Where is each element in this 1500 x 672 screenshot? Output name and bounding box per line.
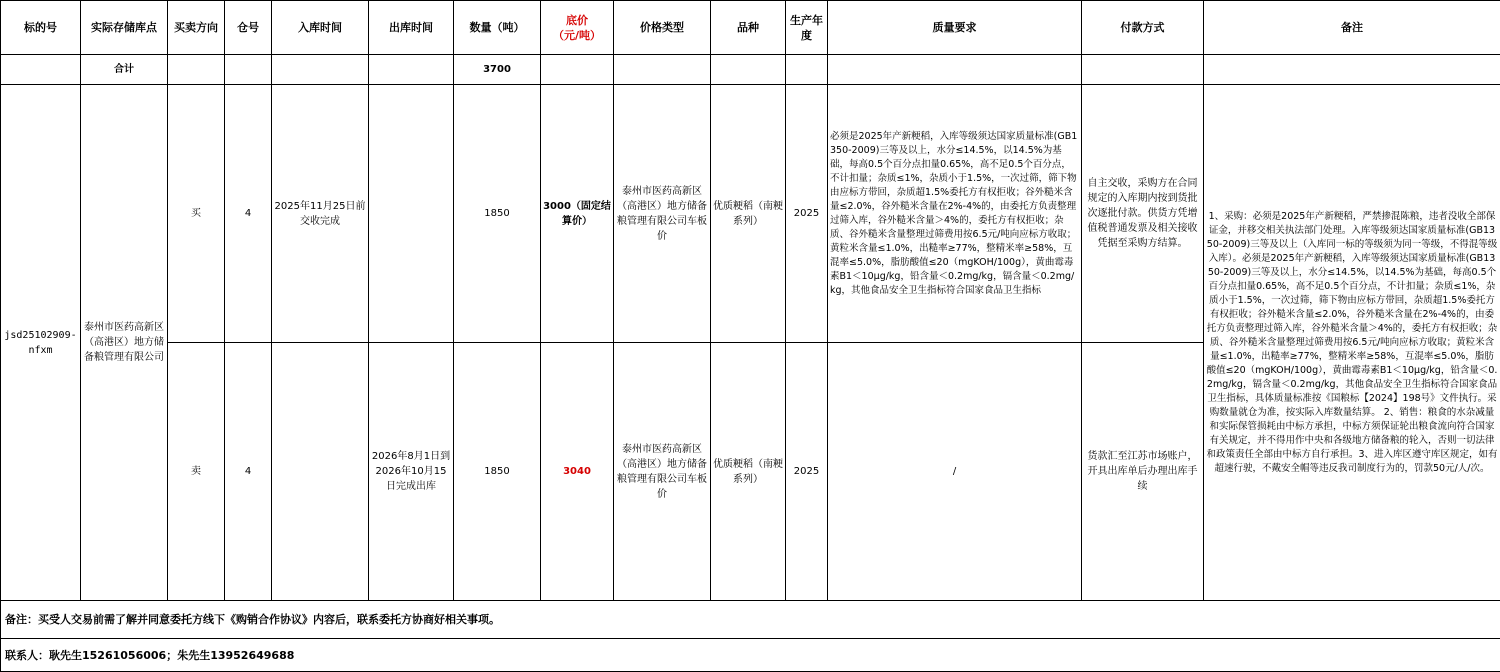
total-empty-8 — [711, 55, 786, 85]
base-price-cell: 3000（固定结算价） — [541, 85, 614, 343]
header-base-price-line1: 底价 — [543, 13, 611, 28]
payment-cell: 货款汇至江苏市场账户，开具出库单后办理出库手续 — [1082, 343, 1204, 601]
header-in-time: 入库时间 — [272, 1, 369, 55]
out-time-cell: 2026年8月1日到2026年10月15日完成出库 — [369, 343, 454, 601]
header-quality: 质量要求 — [828, 1, 1082, 55]
total-empty-4 — [272, 55, 369, 85]
in-time-cell: 2025年11月25日前交收完成 — [272, 85, 369, 343]
total-empty-9 — [786, 55, 828, 85]
total-empty-1 — [1, 55, 81, 85]
direction-cell: 买 — [168, 85, 225, 343]
remarks-cell: 1、采购：必须是2025年产新粳稻，严禁掺混陈粮，违者没收全部保证金，并移交相关执法部门处理。入库等级须达国家质量标准(GB1350-2009)三等及以上（入库同一标的等级须为同一等级，不得混等级入库）。必须是2025年产新粳稻，入库等级须达国家质量标准(GB1350-2009)三等及以上，水分≤14.5%，以14.5%为基础，每高0.5个百分点扣量0.65%，高不足0.5个百分点，不计扣量；杂质≤1%，杂质小于1.5%，一次过筛，筛下物由应标方带回，杂质超1.5%委托方有权拒收；谷外糙米含量≤2.0%，谷外糙米含量在2%-4%的，由委托方负责整理过筛入库，谷外糙米含量＞4%的，委托方有权拒收；杂质、谷外糙米含量整理过筛费用按6.5元/吨向应标方收取；黄粒米含量≤1.0%，出糙率≥77%，整精米率≥58%，互混率≤5.0%，脂肪酸值≤20（mgKOH/100g），黄曲霉毒素B1＜10μg/kg，铅含量＜0.2mg/kg，镉含量＜0.2mg/kg，其他食品安全卫生指标符合国家食品卫生指标，具体质量标准按《国粮标【2024】198号》文件执行。采购数量就仓为准，按实际入库数量结算。 2、销售：粮食的水杂减量和实际保管损耗由中标方承担，中标方须保证轮出粮食流向符合国家有关规定，并不得用作中央和各级地方储备粮的轮入，否则一切法律和政策责任全部由中标方自行承担。3、进入库区遵守库区规定，如有超速行驶，不戴安全帽等违反我司制度行为的，罚款50元/人/次。 — [1204, 85, 1500, 601]
header-quantity: 数量（吨） — [454, 1, 541, 55]
quality-cell: / — [828, 343, 1082, 601]
quality-cell: 必须是2025年产新粳稻，入库等级须达国家质量标准(GB1350-2009)三等及以上，水分≤14.5%，以14.5%为基础，每高0.5个百分点扣量0.65%，高不足0.5个百分点，不计扣量；杂质≤1%，杂质小于1.5%，一次过筛，筛下物由应标方带回，杂质超1.5%委托方有权拒收；谷外糙米含量≤2.0%，谷外糙米含量在2%-4%的，由委托方负责整理过筛入库，谷外糙米含量＞4%的，委托方有权拒收；杂质、谷外糙米含量整理过筛费用按6.5元/吨向应标方收取；黄粒米含量≤1.0%，出糙率≥77%，整精米率≥58%，互混率≤5.0%，脂肪酸值≤20（mgKOH/100g），黄曲霉毒素B1＜10μg/kg，铅含量＜0.2mg/kg，镉含量＜0.2mg/kg，其他食品安全卫生指标符合国家食品卫生指标 — [828, 85, 1082, 343]
header-price-type: 价格类型 — [614, 1, 711, 55]
total-empty-2 — [168, 55, 225, 85]
price-type-cell: 泰州市医药高新区（高港区）地方储备粮管理有限公司车板价 — [614, 85, 711, 343]
total-empty-12 — [1204, 55, 1500, 85]
payment-cell: 自主交收，采购方在合同规定的入库期内按到货批次逐批付款。供货方凭增值税普通发票及相关接收凭据至采购方结算。 — [1082, 85, 1204, 343]
total-empty-10 — [828, 55, 1082, 85]
out-time-cell — [369, 85, 454, 343]
variety-cell: 优质粳稻（南粳系列） — [711, 343, 786, 601]
footer-note-row — [1, 601, 1500, 639]
header-out-time: 出库时间 — [369, 1, 454, 55]
year-cell: 2025 — [786, 85, 828, 343]
bin-cell: 4 — [225, 85, 272, 343]
total-label: 合计 — [81, 55, 168, 85]
total-empty-6 — [541, 55, 614, 85]
header-warehouse: 实际存储库点 — [81, 1, 168, 55]
bin-cell: 4 — [225, 343, 272, 601]
total-quantity: 3700 — [454, 55, 541, 85]
base-price-cell: 3040 — [541, 343, 614, 601]
warehouse-cell: 泰州市医药高新区（高港区）地方储备粮管理有限公司 — [81, 85, 168, 601]
footer-note: 备注：买受人交易前需了解并同意委托方线下《购销合作协议》内容后，联系委托方协商好相关事项。 — [1, 601, 1500, 639]
total-row — [1, 55, 1500, 85]
header-bid-no: 标的号 — [1, 1, 81, 55]
total-empty-7 — [614, 55, 711, 85]
quantity-cell: 1850 — [454, 343, 541, 601]
quantity-cell: 1850 — [454, 85, 541, 343]
header-bin: 仓号 — [225, 1, 272, 55]
header-row — [1, 1, 1500, 55]
header-direction: 买卖方向 — [168, 1, 225, 55]
table-row-buy — [1, 85, 1500, 343]
header-variety: 品种 — [711, 1, 786, 55]
year-cell: 2025 — [786, 343, 828, 601]
header-payment: 付款方式 — [1082, 1, 1204, 55]
header-base-price — [541, 1, 614, 55]
header-base-price-line2: （元/吨） — [543, 28, 611, 43]
direction-cell: 卖 — [168, 343, 225, 601]
total-empty-11 — [1082, 55, 1204, 85]
total-empty-5 — [369, 55, 454, 85]
total-empty-3 — [225, 55, 272, 85]
price-type-cell: 泰州市医药高新区（高港区）地方储备粮管理有限公司车板价 — [614, 343, 711, 601]
in-time-cell — [272, 343, 369, 601]
variety-cell: 优质粳稻（南粳系列） — [711, 85, 786, 343]
footer-contact-row — [1, 639, 1500, 672]
header-year: 生产年度 — [786, 1, 828, 55]
header-remarks: 备注 — [1204, 1, 1500, 55]
bid-no-cell: jsd25102909-nfxm — [1, 85, 81, 601]
footer-contact: 联系人：耿先生15261056006；朱先生13952649688 — [1, 639, 1500, 672]
